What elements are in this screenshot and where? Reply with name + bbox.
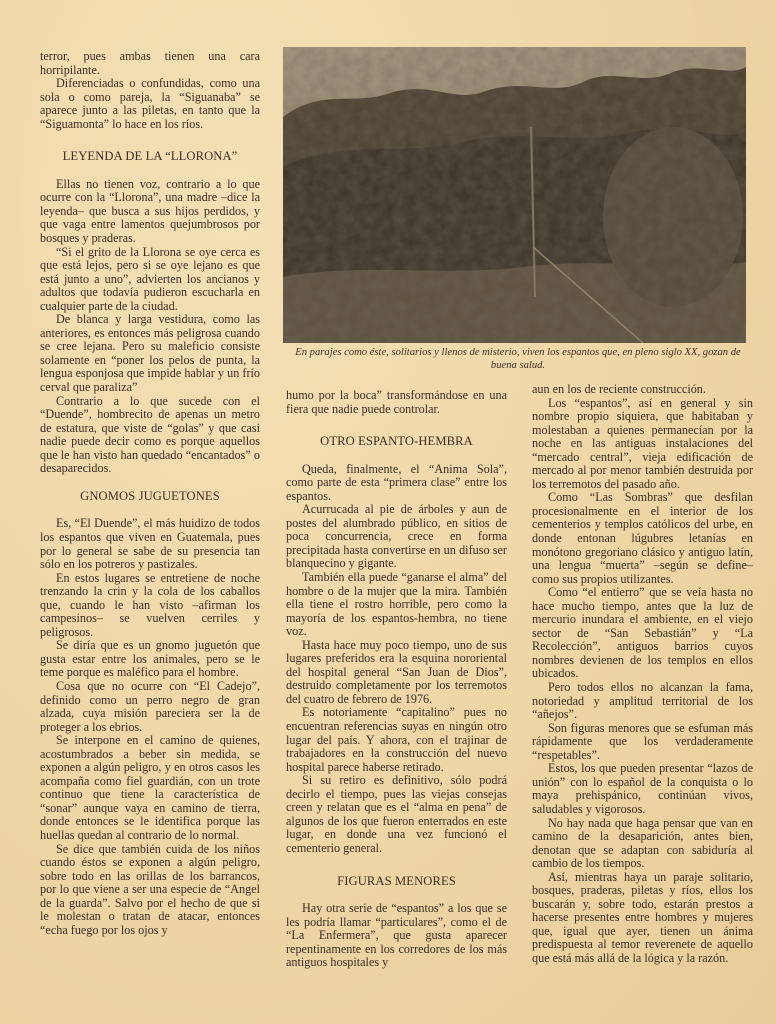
paragraph: Como “Las Sombras” que desfilan procesionalmente en el interior de los cementerios y templos católicos del urbe, en donde entonan lúgubres letanías en monótono gregoriano clásico y antiguo latín, una lengua “muerta” –según se define– como sus propios utilizantes.	[532, 490, 753, 586]
paragraph: No hay nada que haga pensar que van en camino de la desaparición, antes bien, denotan que se adaptan con sabiduría al cambio de los tiempos.	[532, 815, 753, 871]
paragraph: En estos lugares se entretiene de noche trenzando la crin y la cola de los caballos que, cuando le han visto –afirman los campesinos– se vuelven cerriles y peligrosos.	[40, 570, 260, 639]
paragraph: terror, pues ambas tienen una cara horripilante.	[40, 49, 260, 77]
section-heading-figuras-menores: FIGURAS MENORES	[337, 873, 456, 888]
section-heading-gnomos: GNOMOS JUGUETONES	[80, 488, 220, 503]
paragraph: Diferenciadas o confundidas, como una sola o como pareja, la “Siguanaba” se aparece junto a las piletas, en tanto que la “Siguamonta” lo hace en los ríos.	[40, 76, 260, 131]
paragraph: Contrario a lo que sucede con el “Duende”, hombrecito de apenas un metro de estatura, que viste de “golas” y que casi nadie puede decir como es porque aquellos que le han visto han quedado “encantados” o desaparecidos.	[40, 393, 260, 476]
paragraph: Queda, finalmente, el “Anima Sola”, como parte de esta “primera clase” entre los espantos.	[286, 461, 507, 503]
vegetation-image	[283, 47, 746, 343]
paragraph: humo por la boca” transformándose en una fiera que nadie puede controlar.	[286, 388, 507, 416]
article-column-2	[286, 389, 507, 970]
paragraph: De blanca y larga vestidura, como las anteriores, es entonces más peligrosa cuando se cree lejana. Pero su maleficio consiste solamente en “poner los pelos de punta, la lengua esponjosa que impide hablar y un frío cerval que paraliza”	[40, 312, 260, 395]
paragraph: “Si el grito de la Llorona se oye cerca es que está lejos, pero si se oye lejano es que está junto a uno”, advierten los ancianos y adultos que todavía pudieron escucharla en cualquier parte de la ciudad.	[40, 244, 260, 313]
article-column-3	[532, 383, 753, 966]
paragraph: Los “espantos”, así en general y sin nombre propio siquiera, que habitaban y molestaban a quienes permanecían por la noche en las antiguas instalaciones del “mercado central”, vieja edificación de mercado al por menor también destruida por los terremotos del pasado año.	[532, 395, 753, 491]
section-heading-llorona: LEYENDA DE LA “LLORONA”	[62, 149, 238, 164]
landscape-photo	[283, 47, 746, 343]
paragraph: Ellas no tienen voz, contrario a lo que ocurre con la “Llorona”, una madre –dice la leyenda– que busca a sus hijos perdidos, y que vaga entre lamentos quejumbrosos por bosques y praderas.	[40, 176, 260, 246]
paragraph: Así, mientras haya un paraje solitario, bosques, praderas, piletas y ríos, ellos los buscarán y, sobre todo, estarán prestos a hacerse presentes entre hombres y mujeres que, igual que ayer, tienen un ánima predispuesta al temor reverenete de aquello que está más allá de la lógica y la razón.	[532, 869, 753, 965]
paragraph: Es, “El Duende”, el más huidizo de todos los espantos que viven en Guatemala, pues por lo general se sabe de su presencia tan sólo en los potreros y pastizales.	[40, 516, 260, 572]
paragraph: Si su retiro es definitivo, sólo podrá decirlo el tiempo, pues las viejas consejas creen y relatan que es el “alma en pena” de algunos de los que fueron enterrados en este lugar, en donde una vez funcionó el cementerio general.	[286, 773, 507, 855]
paragraph: Hay otra serie de “espantos” a los que se les podría llamar “particulares”, como el de “La Enfermera”, que gusta aparecer repentinamente en los corredores de los más antiguos hospitales y	[286, 901, 507, 970]
paragraph: Son figuras menores que se esfuman más rápidamente que los verdaderamente “respetables”.	[532, 720, 753, 762]
paragraph: Como “el entierro” que se veía hasta no hace mucho tiempo, antes que la luz de mercurio inundara el ambiente, en el viejo sector de “San Sebastián” y “La Recolección”, antiguos barrios cuyos nombres devienen de los templos en ellos ubicados.	[532, 585, 753, 681]
paragraph: aun en los de reciente construcción.	[532, 382, 706, 396]
paragraph: Estos, los que pueden presentar “lazos de unión” con lo español de la conquista o lo maya prehispánico, continúan vivos, saludables y vigorosos.	[532, 761, 753, 816]
paragraph: Se interpone en el camino de quienes, acostumbrados a beber sin medida, se exponen a algún peligro, y en otros casos les acompaña como fiel guardián, con un trote continuo que tiene la característica de “sonar” aunque vaya en camino de tierra, donde entonces se le identifica porque las huellas quedan al contrario de lo normal.	[40, 733, 260, 842]
article-column-1	[40, 50, 260, 937]
paragraph: También ella puede “ganarse el alma” del hombre o de la mujer que la mira. También ella tiene el rostro horrible, pero como la mayoría de los espantos-hembra, no tiene voz.	[286, 570, 507, 639]
paragraph: Se dice que también cuida de los niños cuando éstos se exponen a algún peligro, sobre todo en las orillas de los barrancos, por lo que viene a ser una especie de “Angel de la guarda”. Salvo por el hecho de que si le molestan o tratan de atacar, entonces “echa fuego por los ojos y	[40, 841, 260, 937]
paragraph: Es notoriamente “capitalino” pues no encuentran referencias suyas en ningún otro lugar del país. Y ahora, con el trajinar de trabajadores en la construcción del nuevo hospital parece haberse retirado.	[286, 705, 507, 774]
section-heading-otro-espanto: OTRO ESPANTO-HEMBRA	[320, 434, 473, 449]
paragraph: Hasta hace muy poco tiempo, uno de sus lugares preferidos era la esquina nororiental del hospital general “San Juan de Dios”, destruido completamente por los terremotos del cuatro de febrero de 1976.	[286, 637, 507, 706]
paragraph: Se diría que es un gnomo juguetón que gusta estar entre los animales, pero se le teme porque es maléfico para el hombre.	[40, 638, 260, 680]
paragraph: Cosa que no ocurre con “El Cadejo”, definido como un perro negro de gran alzada, cuya misión pareciera ser la de proteger a los ebrios.	[40, 678, 260, 734]
paragraph: Pero todos ellos no alcanzan la fama, notoriedad y amplitud territorial de los “añejos”.	[532, 680, 753, 722]
paragraph: Acurrucada al pie de árboles y aun de postes del alumbrado público, en sitios de poca concurrencia, crece en forma precipitada hasta convertirse en un difuso ser blanquecino y gigante.	[286, 502, 507, 571]
photo-caption: En parajes como éste, solitarios y llenos de misterio, viven los espantos que, en pleno siglo XX, gozan de buena salud.	[295, 347, 741, 371]
